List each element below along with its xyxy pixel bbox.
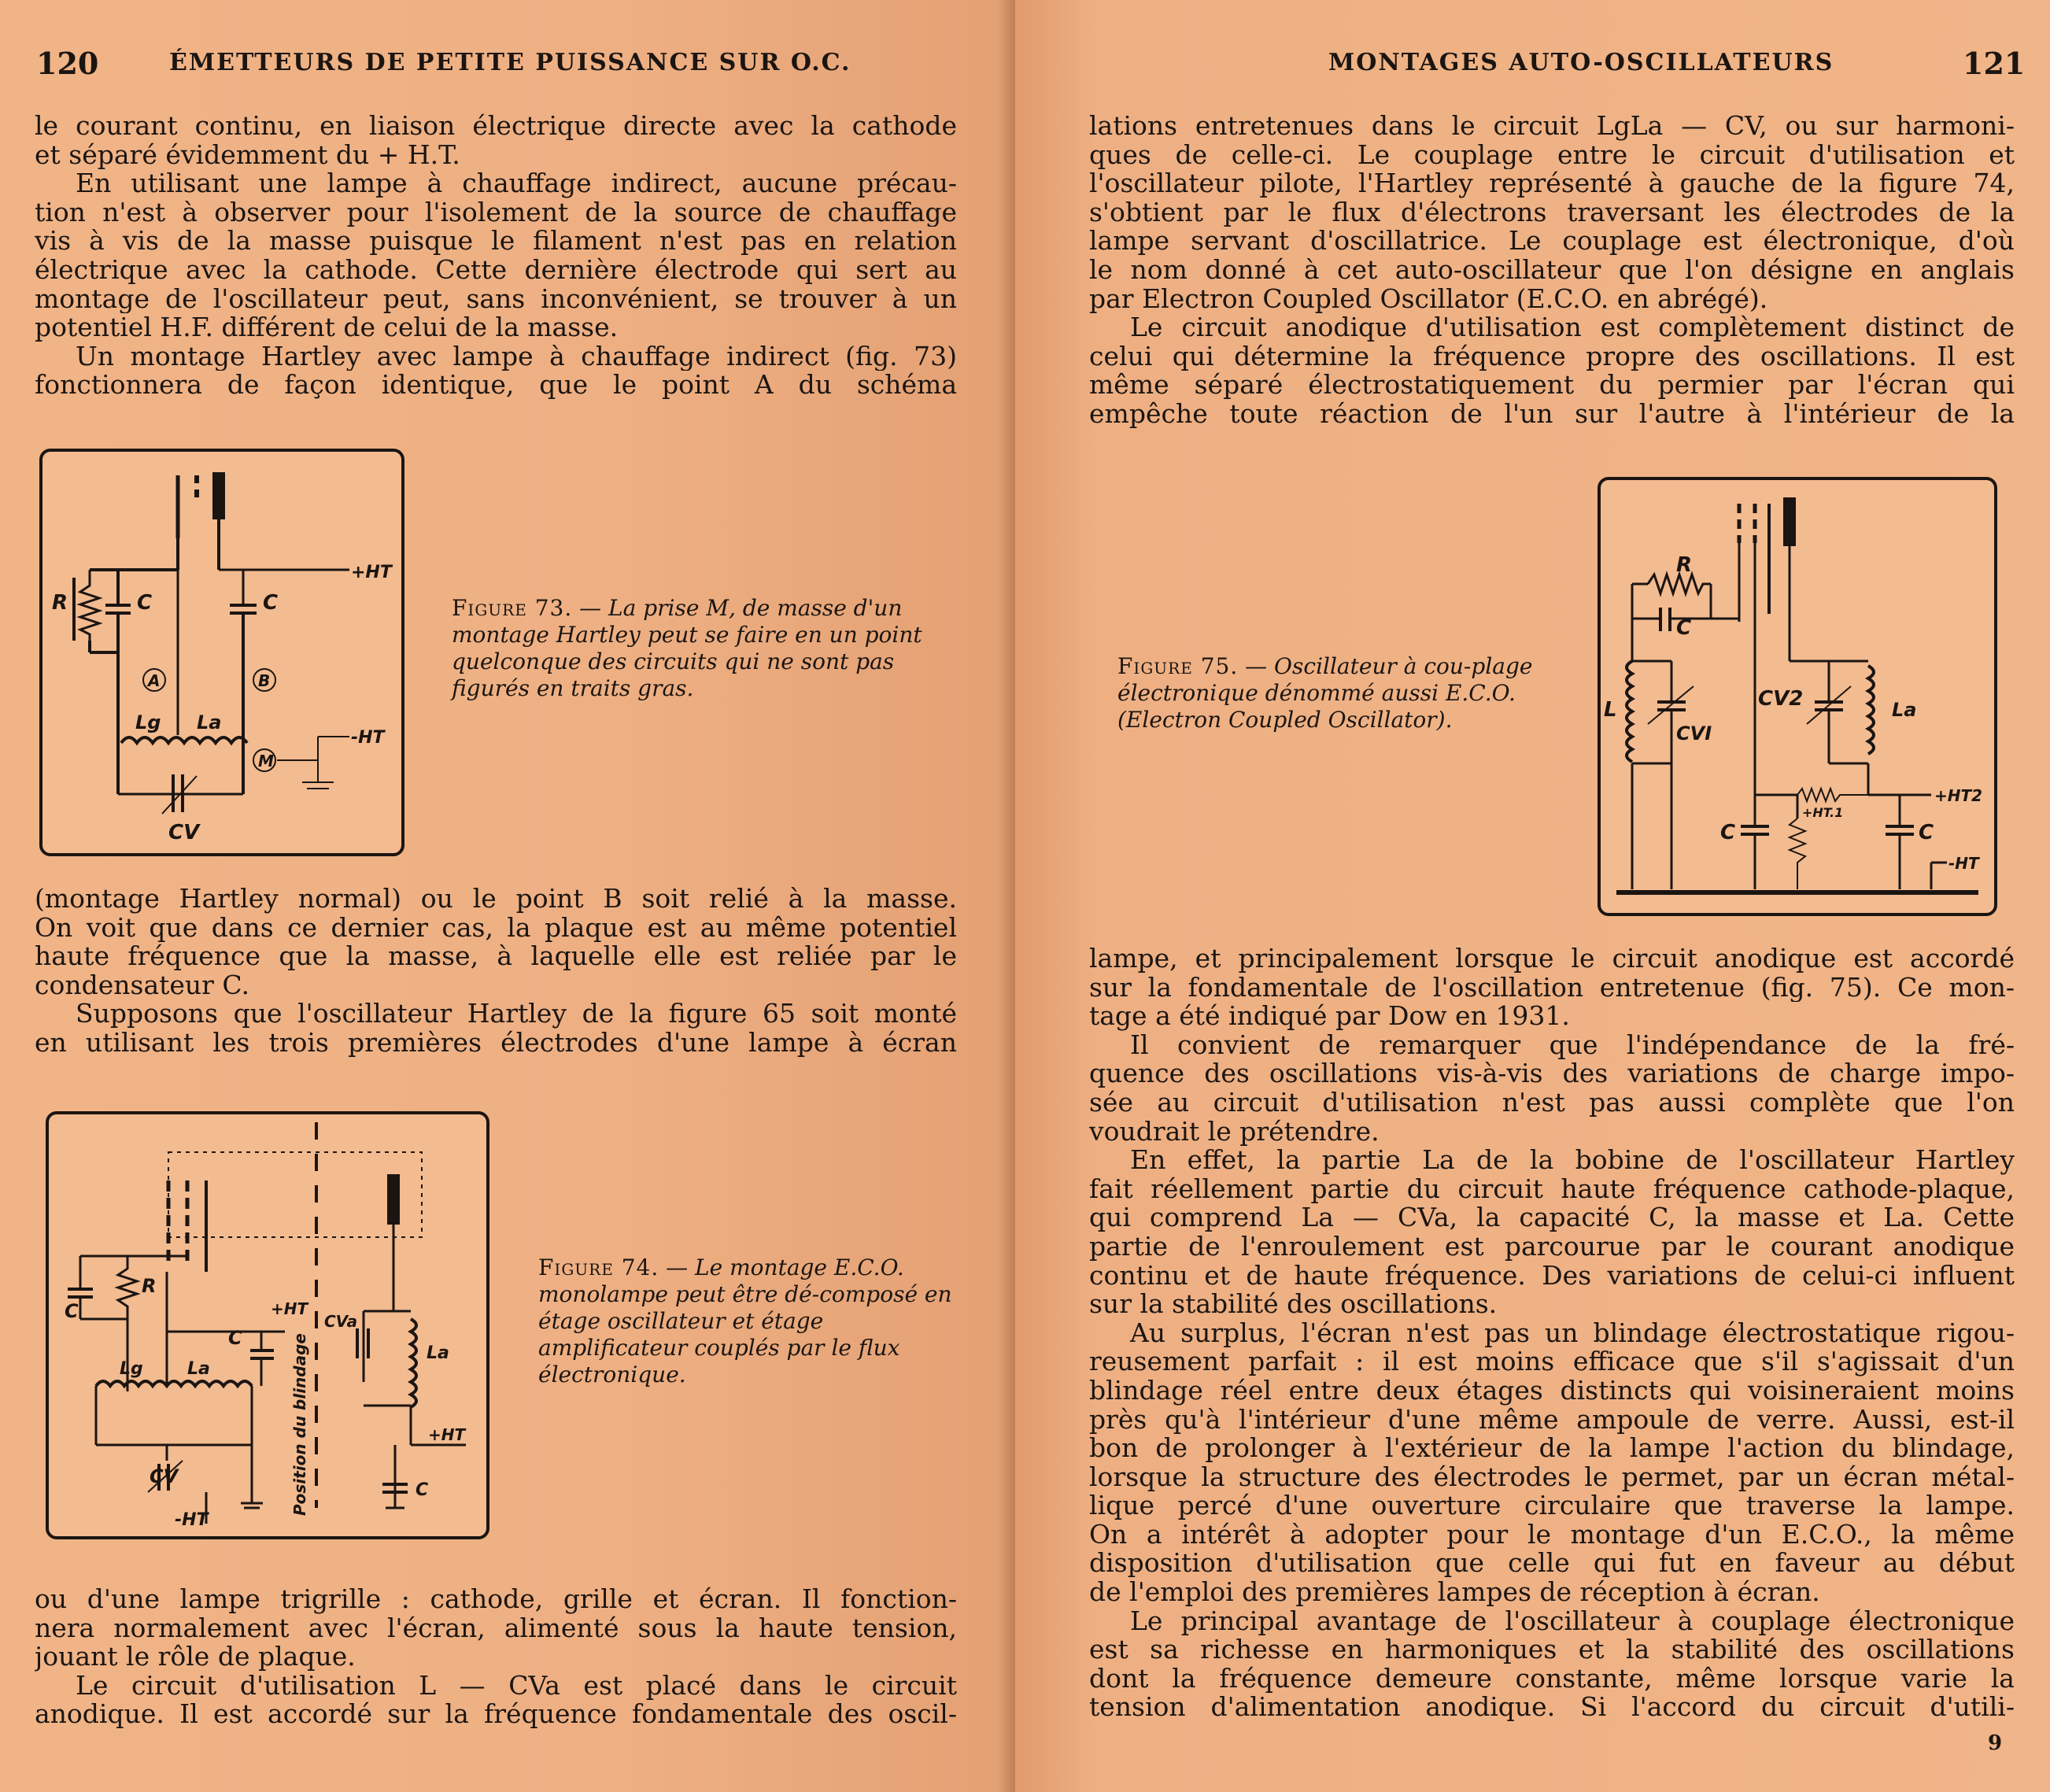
text-line: sur la stabilité des oscillations. — [1089, 1290, 1498, 1319]
fig74-label-c1: C — [65, 1300, 79, 1322]
figure-75-caption-text: — Oscillateur à cou-plage électronique dénommé aussi E.C.O. (Electron Coupled Oscillator). — [1117, 653, 1533, 733]
fig75-label-c3: C — [1919, 821, 1934, 844]
text-line: continu et de haute fréquence. Des variations de celui-ci influent — [1089, 1261, 2015, 1291]
fig75-label-c2: C — [1720, 821, 1736, 844]
figure-73 — [39, 449, 404, 856]
fig74-label-shield: Position du blindage — [290, 1333, 309, 1516]
fig73-label-cv: CV — [168, 821, 200, 844]
fig75-label-cv2: CV2 — [1758, 687, 1804, 711]
figure-75-caption-label: Figure 75. — [1117, 653, 1239, 679]
figure-74-caption-label: Figure 74. — [538, 1254, 659, 1280]
figure-75 — [1598, 477, 1997, 916]
text-line: sur la fondamentale de l'oscillation entretenue (fig. 75). Ce mon- — [1089, 973, 2015, 1003]
fig73-label-lg: Lg — [135, 711, 161, 733]
text-line: partie de l'enroulement est parcourue par le courant anodique — [1089, 1232, 2015, 1262]
fig73-label-ht-plus: +HT — [351, 563, 392, 582]
text-line: Au surplus, l'écran n'est pas un blindage électrostatique rigou- — [1130, 1318, 2015, 1348]
text-line: le courant continu, en liaison électrique directe avec la cathode — [35, 112, 957, 141]
running-head: ÉMETTEURS DE PETITE PUISSANCE SUR O.C. — [169, 49, 851, 76]
page-number: 121 — [1963, 46, 2026, 81]
signature-mark: 9 — [1988, 1731, 2003, 1755]
text-line: nera normalement avec l'écran, alimenté sous la haute tension, — [35, 1613, 957, 1643]
fig74-label-cv: CV — [150, 1465, 179, 1487]
text-line: disposition d'utilisation que celle qui fut en faveur au début — [1089, 1549, 2015, 1579]
text-line: Le circuit anodique d'utilisation est complètement distinct de — [1130, 313, 2015, 342]
text-line: vis à vis de la masse puisque le filament n'est pas en relation — [35, 227, 957, 256]
figure-73-caption-label: Figure 73. — [452, 595, 573, 621]
text-line: empêche toute réaction de l'un sur l'autre à l'intérieur de la — [1089, 399, 2015, 429]
fig74-label-ht-plus1: +HT — [271, 1299, 308, 1318]
left-text-block-3 — [35, 1585, 957, 1729]
text-line: bon de prolonger à l'extérieur de la lampe l'action du blindage, — [1089, 1434, 2015, 1463]
text-line: Un montage Hartley avec lampe à chauffage indirect (fig. 73) — [76, 342, 957, 371]
page-number: 120 — [36, 46, 99, 81]
figure-75-caption — [1117, 653, 1558, 733]
fig75-label-cv1: CVI — [1676, 722, 1712, 745]
text-line: celui qui détermine la fréquence propre des oscillations. Il est — [1089, 342, 2015, 371]
fig73-label-b: B — [258, 671, 271, 690]
fig75-label-ht2: +HT2 — [1934, 786, 1983, 805]
fig73-label-m: M — [258, 752, 274, 770]
figure-73-caption-text: — La prise M, de masse d'un montage Hartley peut se faire en un point quelconque des circuits qui ne sont pas figurés en traits gras. — [452, 595, 922, 701]
figure-74-caption — [538, 1254, 963, 1388]
text-line: haute fréquence que la masse, à laquelle elle est reliée par le — [35, 942, 957, 971]
text-line: reusement parfait : il est moins efficace que s'il s'agissait d'un — [1089, 1347, 2015, 1376]
text-line: lampe servant d'oscillatrice. Le couplage est électronique, d'où — [1089, 227, 2015, 256]
figure-74 — [46, 1111, 489, 1539]
text-line: voudrait le prétendre. — [1089, 1117, 1380, 1147]
left-page — [0, 0, 1015, 1792]
fig74-label-ht-minus: -HT — [175, 1510, 209, 1530]
text-line: ques de celle-ci. Le couplage entre le circuit d'utilisation et — [1089, 140, 2015, 170]
text-line: tension d'alimentation anodique. Si l'accord du circuit d'utili- — [1089, 1693, 2015, 1723]
figure-74-caption-text: — Le montage E.C.O. monolampe peut être dé-composé en étage oscillateur et étage amplificateur couplés par le flux électronique. — [538, 1254, 952, 1387]
text-line: sée au circuit d'utilisation n'est pas aussi complète que l'on — [1089, 1088, 2015, 1118]
fig73-label-la: La — [197, 711, 222, 733]
text-line: montage de l'oscillateur peut, sans inconvénient, se trouver à un — [35, 284, 957, 314]
fig75-label-c1: C — [1676, 616, 1692, 640]
text-line: est sa richesse en harmoniques et la stabilité des oscillations — [1089, 1635, 2015, 1665]
text-line: lations entretenues dans le circuit LgLa — CV, ou sur harmoni- — [1089, 112, 2015, 141]
text-line: blindage réel entre deux étages distincts qui voisineraient moins — [1089, 1376, 2015, 1406]
text-line: potentiel H.F. différent de celui de la masse. — [35, 313, 619, 342]
fig75-label-ht1: +HT.1 — [1802, 805, 1844, 820]
text-line: Il convient de remarquer que l'indépendance de la fré- — [1130, 1030, 2015, 1060]
text-line: en utilisant les trois premières électrodes d'une lampe à écran — [35, 1028, 957, 1058]
text-line: En effet, la partie La de la bobine de l'oscillateur Hartley — [1130, 1146, 2015, 1175]
figure-73-caption — [452, 595, 963, 702]
fig73-label-c2: C — [263, 591, 279, 615]
fig74-label-r: R — [142, 1275, 157, 1297]
fig74-label-c2: C — [228, 1327, 242, 1349]
fig74-label-c3: C — [416, 1480, 429, 1500]
text-line: lique percé d'une ouverture circulaire que traverse la lampe. — [1089, 1491, 2015, 1520]
text-line: le nom donné à cet auto-oscillateur que l'on désigne en anglais — [1089, 255, 2015, 285]
text-line: dont la fréquence demeure constante, même lorsque varie la — [1089, 1664, 2015, 1694]
text-line: Le circuit d'utilisation L — CVa est placé dans le circuit — [76, 1671, 957, 1701]
fig74-label-cva: CVa — [324, 1312, 358, 1331]
fig75-label-l: L — [1604, 698, 1617, 722]
text-line: En utilisant une lampe à chauffage indirect, aucune précau- — [76, 169, 957, 198]
fig74-label-la2: La — [427, 1343, 449, 1363]
text-line: de l'emploi des premières lampes de réception à écran. — [1089, 1578, 1820, 1607]
text-line: Supposons que l'oscillateur Hartley de la figure 65 soit monté — [76, 999, 957, 1029]
right-page — [1015, 0, 2050, 1792]
text-line: ou d'une lampe trigrille : cathode, grille et écran. Il fonction- — [35, 1585, 957, 1614]
text-line: tion n'est à observer pour l'isolement de la source de chauffage — [35, 198, 957, 227]
text-line: quence des oscillations vis-à-vis des variations de charge impo- — [1089, 1059, 2015, 1088]
text-line: fait réellement partie du circuit haute fréquence cathode-plaque, — [1089, 1174, 2015, 1204]
fig74-label-lg: Lg — [120, 1359, 143, 1379]
text-line: près qu'à l'intérieur d'une même ampoule de verre. Aussi, est-il — [1089, 1405, 2015, 1435]
text-line: électrique avec la cathode. Cette dernière électrode qui sert au — [35, 255, 957, 285]
figure-73-schematic — [42, 452, 401, 853]
text-line: fonctionnera de façon identique, que le point A du schéma — [35, 371, 957, 400]
right-text-block-2 — [1089, 944, 2015, 1722]
text-line: On a intérêt à adopter pour le montage d'un E.C.O., la même — [1089, 1520, 2015, 1550]
text-line: par Electron Coupled Oscillator (E.C.O. en abrégé). — [1089, 284, 1768, 314]
right-text-block-1 — [1089, 112, 2015, 429]
figure-75-schematic — [1601, 480, 1994, 913]
text-line: et séparé évidemment du + H.T. — [35, 140, 460, 170]
fig73-label-a: A — [148, 671, 161, 690]
fig73-label-r: R — [52, 591, 68, 615]
text-line: lorsque la structure des électrodes le permet, par un écran métal- — [1089, 1462, 2015, 1492]
figure-74-schematic — [49, 1114, 486, 1536]
text-line: jouant le rôle de plaque. — [35, 1642, 356, 1672]
text-line: Le principal avantage de l'oscillateur à couplage électronique — [1130, 1606, 2015, 1636]
text-line: lampe, et principalement lorsque le circuit anodique est accordé — [1089, 944, 2015, 974]
running-head: MONTAGES AUTO-OSCILLATEURS — [1328, 49, 1834, 76]
fig73-label-c1: C — [137, 591, 153, 615]
text-line: anodique. Il est accordé sur la fréquence fondamentale des oscil- — [35, 1700, 957, 1729]
text-line: s'obtient par le flux d'électrons traversant les électrodes de la — [1089, 198, 2015, 227]
text-line: même séparé électrostatiquement du permier par l'écran qui — [1089, 371, 2015, 400]
left-text-block-2 — [35, 885, 957, 1058]
fig74-label-ht-plus2: +HT — [428, 1425, 466, 1444]
fig73-label-ht-minus: -HT — [351, 728, 385, 748]
text-line: tage a été indiqué par Dow en 1931. — [1089, 1002, 1570, 1031]
text-line: (montage Hartley normal) ou le point B soit relié à la masse. — [35, 885, 957, 914]
text-line: condensateur C. — [35, 970, 249, 1000]
left-text-block-1 — [35, 112, 957, 400]
text-line: qui comprend La — CVa, la capacité C, la masse et La. Cette — [1089, 1203, 2015, 1232]
text-line: On voit que dans ce dernier cas, la plaque est au même potentiel — [35, 913, 957, 943]
fig75-label-r: R — [1676, 553, 1693, 577]
text-line: l'oscillateur pilote, l'Hartley représenté à gauche de la figure 74, — [1089, 169, 2015, 198]
fig75-label-la: La — [1892, 699, 1917, 721]
fig74-label-la: La — [187, 1359, 210, 1379]
fig75-label-ht-minus: -HT — [1948, 854, 1979, 873]
